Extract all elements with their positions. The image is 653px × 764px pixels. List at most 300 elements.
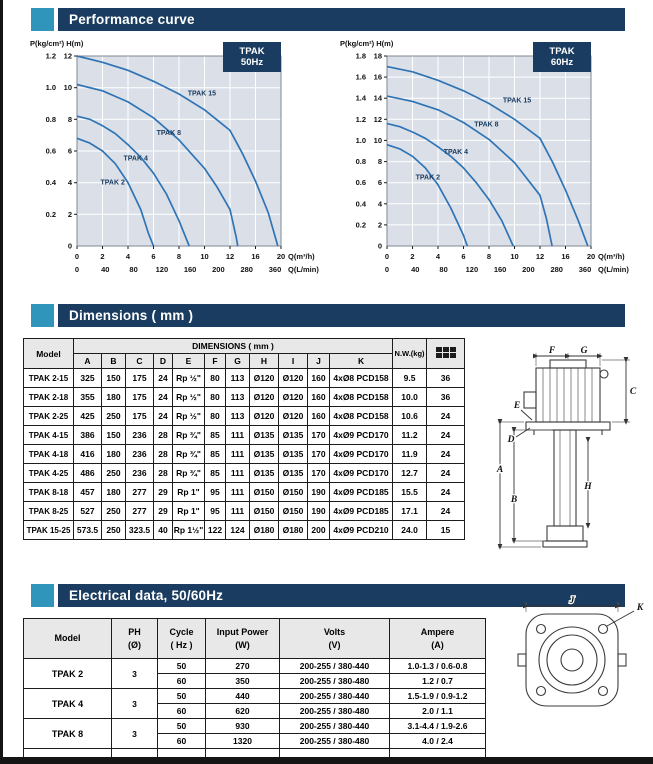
electrical-row [24, 659, 486, 674]
svg-text:1.2: 1.2 [45, 51, 56, 61]
cell: 36 [427, 388, 465, 407]
cell: Ø120 [279, 388, 308, 407]
cell: 175 [126, 388, 154, 407]
svg-text:1.2: 1.2 [355, 114, 366, 124]
model-cell: TPAK 4-18 [24, 445, 74, 464]
cell: 350 [206, 674, 280, 689]
dimensions-row [24, 445, 465, 464]
cell: 180 [102, 445, 126, 464]
svg-text:4: 4 [67, 178, 72, 188]
chart-badge-line2: 60Hz [550, 57, 574, 68]
cell: 50 [158, 689, 206, 704]
svg-text:8: 8 [67, 114, 72, 124]
cell: 573.5 [74, 521, 102, 540]
cell: 200 [308, 521, 330, 540]
cell: 4xØ9 PCD185 [330, 502, 393, 521]
cell: 85 [205, 426, 226, 445]
cell: 3 [112, 659, 158, 689]
cell: Ø135 [279, 464, 308, 483]
svg-text:280: 280 [550, 265, 563, 274]
svg-text:0: 0 [377, 241, 382, 251]
svg-text:2: 2 [100, 252, 105, 261]
svg-text:16: 16 [561, 252, 570, 261]
dimensions-row [24, 426, 465, 445]
svg-text:4: 4 [377, 199, 382, 209]
svg-text:TPAK 2: TPAK 2 [100, 179, 125, 187]
section-title: Electrical data, 50/60Hz [69, 588, 224, 603]
cell: 95 [205, 483, 226, 502]
svg-text:200: 200 [212, 265, 225, 274]
model-cell: TPAK 2-15 [24, 369, 74, 388]
cell: Ø180 [279, 521, 308, 540]
cell: 160 [308, 369, 330, 388]
svg-text:TPAK 4: TPAK 4 [443, 149, 469, 157]
cell: Ø120 [250, 369, 279, 388]
svg-text:0.8: 0.8 [355, 157, 366, 167]
cell: 28 [154, 464, 173, 483]
cell: 24 [427, 426, 465, 445]
cell: 4.0 / 2.4 [390, 734, 486, 749]
svg-text:0.2: 0.2 [355, 220, 366, 230]
cell: 80 [205, 369, 226, 388]
section-title-bar [58, 304, 625, 327]
cell: 150 [102, 426, 126, 445]
dim-label-e: E [513, 401, 521, 411]
svg-text:0.2: 0.2 [45, 209, 56, 219]
cell: Rp ¾" [173, 426, 205, 445]
cell: 111 [226, 483, 250, 502]
svg-text:6: 6 [151, 252, 156, 261]
dim-label-k: K [636, 603, 644, 613]
cell: 1.0-1.3 / 0.6-0.8 [390, 659, 486, 674]
cell: 24 [154, 369, 173, 388]
svg-text:4: 4 [435, 252, 441, 261]
dim-label-c: C [629, 387, 637, 397]
svg-text:16: 16 [251, 252, 260, 261]
cell: 250 [102, 407, 126, 426]
carton-quantity-icon [435, 346, 457, 359]
cell: 60 [158, 704, 206, 719]
dim-label-b: B [510, 495, 518, 505]
dimensions-table [23, 338, 465, 540]
cell: 113 [226, 388, 250, 407]
cell: 416 [74, 445, 102, 464]
cell: 4xØ8 PCD158 [330, 407, 393, 426]
elec-col-header: Ampere (A) [390, 619, 486, 659]
cell: 250 [102, 521, 126, 540]
svg-text:TPAK 4: TPAK 4 [123, 155, 148, 163]
cell: 180 [102, 388, 126, 407]
cell: 250 [102, 502, 126, 521]
cell: Ø135 [250, 464, 279, 483]
svg-text:8: 8 [176, 252, 182, 261]
svg-text:0: 0 [67, 241, 72, 251]
cell: 113 [226, 407, 250, 426]
dimension-lines [500, 356, 626, 547]
performance-chart-60hz [337, 34, 637, 292]
col-header-nw: N.W.(kg) [393, 339, 427, 369]
cell: 236 [126, 426, 154, 445]
svg-text:0.4: 0.4 [355, 199, 366, 209]
dimensions-row [24, 483, 465, 502]
cell: 11.2 [393, 426, 427, 445]
svg-text:0.4: 0.4 [45, 178, 56, 188]
col-header-dim: I [279, 354, 308, 369]
svg-text:1.0: 1.0 [355, 135, 366, 145]
col-header-dim: A [74, 354, 102, 369]
svg-text:40: 40 [101, 265, 110, 274]
cell: 236 [126, 464, 154, 483]
svg-text:200: 200 [522, 265, 535, 274]
svg-text:2: 2 [67, 209, 72, 219]
cell: Rp ½" [173, 369, 205, 388]
dimensions-row [24, 521, 465, 540]
cell: 85 [205, 445, 226, 464]
svg-text:10: 10 [200, 252, 209, 261]
cell: 24.0 [393, 521, 427, 540]
cell: 425 [74, 407, 102, 426]
cell: 200-255 / 380-480 [280, 704, 390, 719]
cell: 1.2 / 0.7 [390, 674, 486, 689]
svg-text:TPAK 8: TPAK 8 [474, 121, 499, 129]
cell: 200-255 / 380-480 [280, 674, 390, 689]
model-cell: TPAK 2-25 [24, 407, 74, 426]
cell: 277 [126, 502, 154, 521]
cell: 11.9 [393, 445, 427, 464]
svg-text:2: 2 [377, 220, 382, 230]
cell: 4xØ9 PCD185 [330, 483, 393, 502]
cell: 180 [102, 483, 126, 502]
cell: 270 [206, 659, 280, 674]
section-performance-header [31, 8, 625, 31]
elec-col-header: Volts (V) [280, 619, 390, 659]
elec-col-header: PH (Ø) [112, 619, 158, 659]
cell: 170 [308, 426, 330, 445]
cell: 12.7 [393, 464, 427, 483]
cell: 200-255 / 380-440 [280, 719, 390, 734]
svg-text:10: 10 [63, 83, 72, 93]
cell: 111 [226, 502, 250, 521]
cell: Rp 1" [173, 502, 205, 521]
cell: 1320 [206, 734, 280, 749]
cell: 10.6 [393, 407, 427, 426]
cell: 124 [226, 521, 250, 540]
col-header-dim: D [154, 354, 173, 369]
cell: Ø120 [279, 407, 308, 426]
dimensions-row [24, 369, 465, 388]
cell: 325 [74, 369, 102, 388]
cell: 4xØ8 PCD158 [330, 388, 393, 407]
svg-text:80: 80 [439, 265, 448, 274]
model-cell: TPAK 8-18 [24, 483, 74, 502]
cell: 111 [226, 445, 250, 464]
electrical-table [23, 618, 486, 764]
cell: Ø120 [250, 407, 279, 426]
cell: 3 [112, 689, 158, 719]
svg-text:20: 20 [276, 252, 286, 261]
svg-text:120: 120 [155, 265, 169, 274]
section-title: Performance curve [69, 12, 195, 27]
dimensions-row [24, 388, 465, 407]
cell: 930 [206, 719, 280, 734]
model-cell: TPAK 8 [24, 719, 112, 749]
dimensions-row [24, 407, 465, 426]
cell: Ø135 [279, 426, 308, 445]
cell: 486 [74, 464, 102, 483]
cell: 111 [226, 464, 250, 483]
chart-badge-line2: 50Hz [240, 57, 264, 68]
cell: 9.5 [393, 369, 427, 388]
cell: Rp 1½" [173, 521, 205, 540]
cell: 160 [308, 407, 330, 426]
cell: 15 [427, 521, 465, 540]
model-cell: TPAK 2 [24, 659, 112, 689]
cell: 170 [308, 464, 330, 483]
svg-text:Q(L/min): Q(L/min) [598, 265, 629, 274]
cell: 36 [427, 369, 465, 388]
cell: 111 [226, 426, 250, 445]
cell: 60 [158, 734, 206, 749]
y-axis-title: P(kg/cm²) H(m) [30, 39, 84, 48]
svg-text:0: 0 [74, 265, 80, 274]
cell: Rp ¾" [173, 445, 205, 464]
col-header-dim: H [250, 354, 279, 369]
svg-text:1.4: 1.4 [355, 93, 366, 103]
cell: 1.5-1.9 / 0.9-1.2 [390, 689, 486, 704]
cell: 24 [427, 445, 465, 464]
cell: 4xØ8 PCD158 [330, 369, 393, 388]
svg-text:6: 6 [67, 146, 72, 156]
svg-text:0.6: 0.6 [45, 146, 56, 156]
cell: 29 [154, 502, 173, 521]
svg-text:Q(L/min): Q(L/min) [288, 265, 319, 274]
cell: 355 [74, 388, 102, 407]
svg-text:TPAK 15: TPAK 15 [187, 90, 217, 98]
cell: Ø150 [279, 502, 308, 521]
cell: 323.5 [126, 521, 154, 540]
performance-chart-50hz [27, 34, 327, 292]
header-accent-square-icon [31, 304, 54, 327]
model-cell: TPAK 8-25 [24, 502, 74, 521]
svg-text:280: 280 [240, 265, 253, 274]
cell: 28 [154, 426, 173, 445]
svg-text:12: 12 [63, 51, 72, 61]
electrical-row [24, 719, 486, 734]
cell: Ø135 [250, 445, 279, 464]
header-accent-square-icon [31, 584, 54, 607]
cell: 15.5 [393, 483, 427, 502]
chart-badge-line1: TPAK [239, 46, 265, 57]
cell: 50 [158, 719, 206, 734]
dim-label-g: G [580, 346, 588, 356]
svg-text:12: 12 [225, 252, 235, 261]
dimensions-row [24, 502, 465, 521]
col-header-dim: G [226, 354, 250, 369]
col-header-dim: E [173, 354, 205, 369]
cell: Ø150 [279, 483, 308, 502]
svg-text:360: 360 [268, 265, 282, 274]
svg-text:TPAK 8: TPAK 8 [156, 130, 181, 138]
svg-text:1.0: 1.0 [45, 83, 56, 93]
cell: 175 [126, 407, 154, 426]
model-cell: TPAK 15-25 [24, 521, 74, 540]
model-cell: TPAK 4-25 [24, 464, 74, 483]
cell: 620 [206, 704, 280, 719]
cell: Rp ½" [173, 388, 205, 407]
page-bottom-edge [3, 757, 653, 764]
dim-label-h: H [584, 482, 592, 492]
cell: 80 [205, 388, 226, 407]
cell: 2.0 / 1.1 [390, 704, 486, 719]
svg-text:120: 120 [465, 265, 479, 274]
svg-text:0: 0 [74, 252, 80, 261]
cell: Ø135 [279, 445, 308, 464]
col-header-dim: B [102, 354, 126, 369]
svg-text:360: 360 [578, 265, 592, 274]
cell: 4xØ9 PCD170 [330, 426, 393, 445]
cell: 457 [74, 483, 102, 502]
cell: 24 [154, 407, 173, 426]
model-cell: TPAK 2-18 [24, 388, 74, 407]
electrical-header-row [24, 619, 486, 659]
cell: 113 [226, 369, 250, 388]
svg-text:6: 6 [461, 252, 466, 261]
cell: 440 [206, 689, 280, 704]
cell: 80 [205, 407, 226, 426]
model-cell: TPAK 4-15 [24, 426, 74, 445]
dim-label-d: D [507, 435, 515, 445]
svg-text:Q(m³/h): Q(m³/h) [598, 252, 625, 261]
svg-text:0.8: 0.8 [45, 114, 56, 124]
cell: 24 [427, 502, 465, 521]
cell: 4xØ9 PCD170 [330, 464, 393, 483]
header-accent-square-icon [31, 8, 54, 31]
elec-col-header: Input Power (W) [206, 619, 280, 659]
cell: 3.1-4.4 / 1.9-2.6 [390, 719, 486, 734]
svg-text:TPAK 2: TPAK 2 [415, 174, 440, 182]
elec-col-header: Model [24, 619, 112, 659]
y-axis-title: P(kg/cm²) H(m) [340, 39, 394, 48]
col-header-dim: F [205, 354, 226, 369]
cell: Ø150 [250, 483, 279, 502]
svg-text:10: 10 [510, 252, 519, 261]
cell: 10.0 [393, 388, 427, 407]
cell: 4xØ9 PCD210 [330, 521, 393, 540]
cell: 29 [154, 483, 173, 502]
cell: Rp ¾" [173, 464, 205, 483]
cell: 85 [205, 464, 226, 483]
cell: 3 [112, 719, 158, 749]
svg-text:160: 160 [493, 265, 507, 274]
pump-top-view-drawing [501, 594, 651, 717]
cell: 60 [158, 674, 206, 689]
svg-text:80: 80 [129, 265, 138, 274]
col-header-carton [427, 339, 465, 369]
cell: Rp 1" [173, 483, 205, 502]
cell: 200-255 / 380-440 [280, 689, 390, 704]
cell: Rp ½" [173, 407, 205, 426]
cell: 236 [126, 445, 154, 464]
svg-text:10: 10 [373, 135, 382, 145]
svg-text:8: 8 [486, 252, 492, 261]
cell: 150 [102, 369, 126, 388]
col-header-dim: J [308, 354, 330, 369]
svg-text:16: 16 [373, 72, 382, 82]
chart-badge-line1: TPAK [549, 46, 575, 57]
cell: 170 [308, 445, 330, 464]
cell: Ø180 [250, 521, 279, 540]
svg-text:2: 2 [410, 252, 415, 261]
cell: 40 [154, 521, 173, 540]
pump-outline [524, 360, 610, 547]
cell: 277 [126, 483, 154, 502]
cell: 17.1 [393, 502, 427, 521]
dim-label-a: A [496, 465, 504, 475]
cell: 28 [154, 445, 173, 464]
svg-text:0: 0 [384, 252, 390, 261]
cell: 200-255 / 380-440 [280, 659, 390, 674]
svg-text:20: 20 [586, 252, 596, 261]
cell: 24 [427, 407, 465, 426]
dim-label-f: F [548, 346, 556, 356]
svg-text:12: 12 [535, 252, 545, 261]
col-header-dim: K [330, 354, 393, 369]
col-header-dim: C [126, 354, 154, 369]
svg-text:18: 18 [373, 51, 382, 61]
svg-text:6: 6 [377, 178, 382, 188]
svg-text:14: 14 [373, 93, 382, 103]
dimensions-row [24, 464, 465, 483]
elec-col-header: Cycle ( Hz ) [158, 619, 206, 659]
cell: Ø150 [250, 502, 279, 521]
svg-text:1.8: 1.8 [355, 51, 366, 61]
col-header-model: Model [24, 339, 74, 369]
cell: 250 [102, 464, 126, 483]
svg-text:0.6: 0.6 [355, 178, 366, 188]
section-title: Dimensions ( mm ) [69, 308, 194, 323]
cell: 190 [308, 502, 330, 521]
cell: Ø135 [250, 426, 279, 445]
electrical-row [24, 689, 486, 704]
dim-label-j: J [569, 596, 575, 606]
section-title-bar [58, 8, 625, 31]
cell: 200-255 / 380-480 [280, 734, 390, 749]
cell: 122 [205, 521, 226, 540]
col-header-dimensions: DIMENSIONS ( mm ) [74, 339, 393, 354]
cell: 50 [158, 659, 206, 674]
cell: 175 [126, 369, 154, 388]
cell: Ø120 [250, 388, 279, 407]
cell: 24 [154, 388, 173, 407]
svg-text:0: 0 [384, 265, 390, 274]
svg-text:4: 4 [125, 252, 131, 261]
svg-text:160: 160 [183, 265, 197, 274]
cell: 527 [74, 502, 102, 521]
pump-side-view-drawing [490, 344, 648, 579]
cell: 386 [74, 426, 102, 445]
svg-text:TPAK 15: TPAK 15 [502, 97, 532, 105]
svg-text:40: 40 [411, 265, 420, 274]
flange-outline [518, 614, 626, 706]
svg-text:12: 12 [373, 114, 382, 124]
dimensions-header-row [24, 339, 465, 354]
cell: 190 [308, 483, 330, 502]
cell: 24 [427, 483, 465, 502]
model-cell: TPAK 4 [24, 689, 112, 719]
cell: Ø120 [279, 369, 308, 388]
svg-text:Q(m³/h): Q(m³/h) [288, 252, 315, 261]
cell: 95 [205, 502, 226, 521]
